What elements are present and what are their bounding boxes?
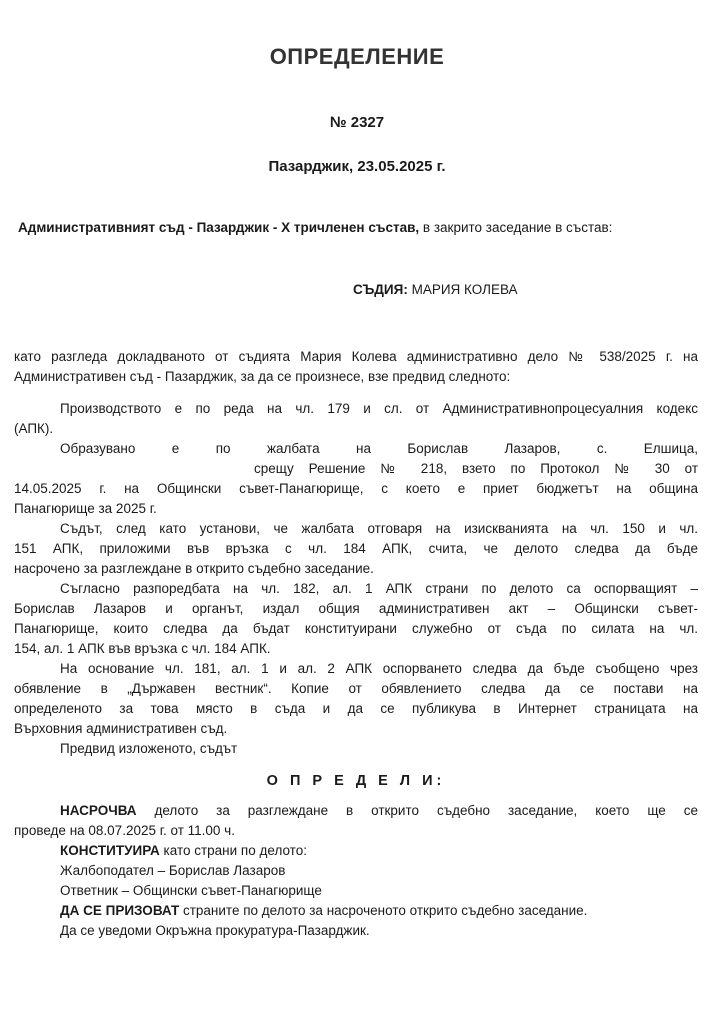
text-line: (АПК).	[14, 421, 54, 436]
text-line: обявление в „Държавен вестник“. Копие от обявлението следва да се постави на	[14, 681, 698, 696]
judge-label: СЪДИЯ:	[353, 282, 408, 297]
text-line: проведе на 08.07.2025 г. от 11.00 ч.	[14, 823, 235, 838]
text-line: Жалбоподател – Борислав Лазаров	[60, 863, 286, 878]
text-line: Върховния административен съд.	[14, 721, 228, 736]
paragraph-parties	[14, 579, 698, 659]
text-line: определеното за това място в съда и да се публикува в Интернет страницата на	[14, 701, 698, 716]
paragraph-admissibility	[14, 519, 698, 579]
judge-line	[353, 282, 518, 297]
paragraph-conclusion	[14, 739, 698, 759]
text-line: На основание чл. 181, ал. 1 и ал. 2 АПК оспорването следва да бъде съобщено чрез	[60, 661, 698, 676]
text-line: Борислав Лазаров и органът, издал общия административен акт – Общински съвет-	[14, 601, 698, 616]
text-line	[14, 801, 698, 821]
text-line: Административен съд - Пазарджик, за да се произнесе, взе предвид следното:	[14, 369, 511, 384]
text-line: Производството е по реда на чл. 179 и сл. от Административнопроцесуалния кодекс	[60, 401, 698, 416]
text-line: Образувано е по жалбата на Борислав Лазаров, с. Елшица,	[60, 441, 698, 456]
text-line: Съгласно разпоредбата на чл. 182, ал. 1 АПК страни по делото са оспорващият –	[60, 581, 698, 596]
document-title: ОПРЕДЕЛЕНИЕ	[269, 44, 445, 69]
document-body	[14, 347, 698, 941]
ruling-notify	[14, 921, 698, 941]
text-line: Панагюрище за 2025 г.	[14, 501, 157, 516]
ruling-summon	[14, 901, 698, 921]
ruling-constitute	[14, 841, 698, 861]
ruling-heading: О П Р Е Д Е Л И:	[266, 773, 446, 789]
text-line: Ответник – Общински съвет-Панагюрище	[60, 883, 322, 898]
text-line: Панагюрище, които следва да бъдат конституирани служебно от съда по силата на чл.	[14, 621, 698, 636]
ruling-keyword: КОНСТИТУИРА	[60, 843, 160, 858]
place-date: Пазарджик, 23.05.2025 г.	[268, 158, 446, 175]
court-composition	[18, 220, 612, 235]
document-number: № 2327	[329, 114, 385, 131]
text-line	[14, 841, 698, 861]
ruling-keyword: НАСРОЧВА	[60, 803, 137, 818]
ruling-respondent	[14, 881, 698, 901]
text-line: 154, ал. 1 АПК във връзка с чл. 184 АПК.	[14, 641, 271, 656]
ruling-keyword: ДА СЕ ПРИЗОВАТ	[60, 903, 180, 918]
text-line: Съдът, след като установи, че жалбата отговаря на изискванията на чл. 150 и чл.	[60, 521, 698, 536]
judge-name: МАРИЯ КОЛЕВА	[407, 282, 518, 297]
ruling-schedule	[14, 801, 698, 841]
text-line: насрочено за разглеждане в открито съдебно заседание.	[14, 561, 374, 576]
text-line: като разгледа докладваното от съдията Мария Колева административно дело № 538/2025 г. на	[14, 349, 698, 364]
text-line	[14, 901, 698, 921]
ruling-text: страните по делото за насроченото открито съдебно заседание.	[179, 903, 588, 918]
text-line: 14.05.2025 г. на Общински съвет-Панагюрище, с което е приет бюджетът на община	[14, 481, 698, 496]
text-line: Да се уведоми Окръжна прокуратура-Пазарджик.	[60, 923, 370, 938]
court-session: в закрито заседание в състав:	[419, 220, 613, 235]
text-line: срещу Решение № 218, взето по Протокол № 30 от	[254, 461, 698, 476]
ruling-appellant	[14, 861, 698, 881]
paragraph-complaint	[14, 439, 698, 519]
paragraph-announcement	[14, 659, 698, 739]
intro-paragraph	[14, 347, 698, 387]
paragraph-procedure	[14, 399, 698, 439]
text-line: 151 АПК, приложими във връзка с чл. 184 АПК, счита, че делото следва да бъде	[14, 541, 698, 556]
ruling-text: като страни по делото:	[159, 843, 307, 858]
court-name: Административният съд - Пазарджик - X тричленен състав,	[18, 220, 420, 235]
ruling-text: делото за разглеждане в открито съдебно заседание, което ще се	[136, 803, 698, 818]
text-line: Предвид изложеното, съдът	[60, 741, 238, 756]
